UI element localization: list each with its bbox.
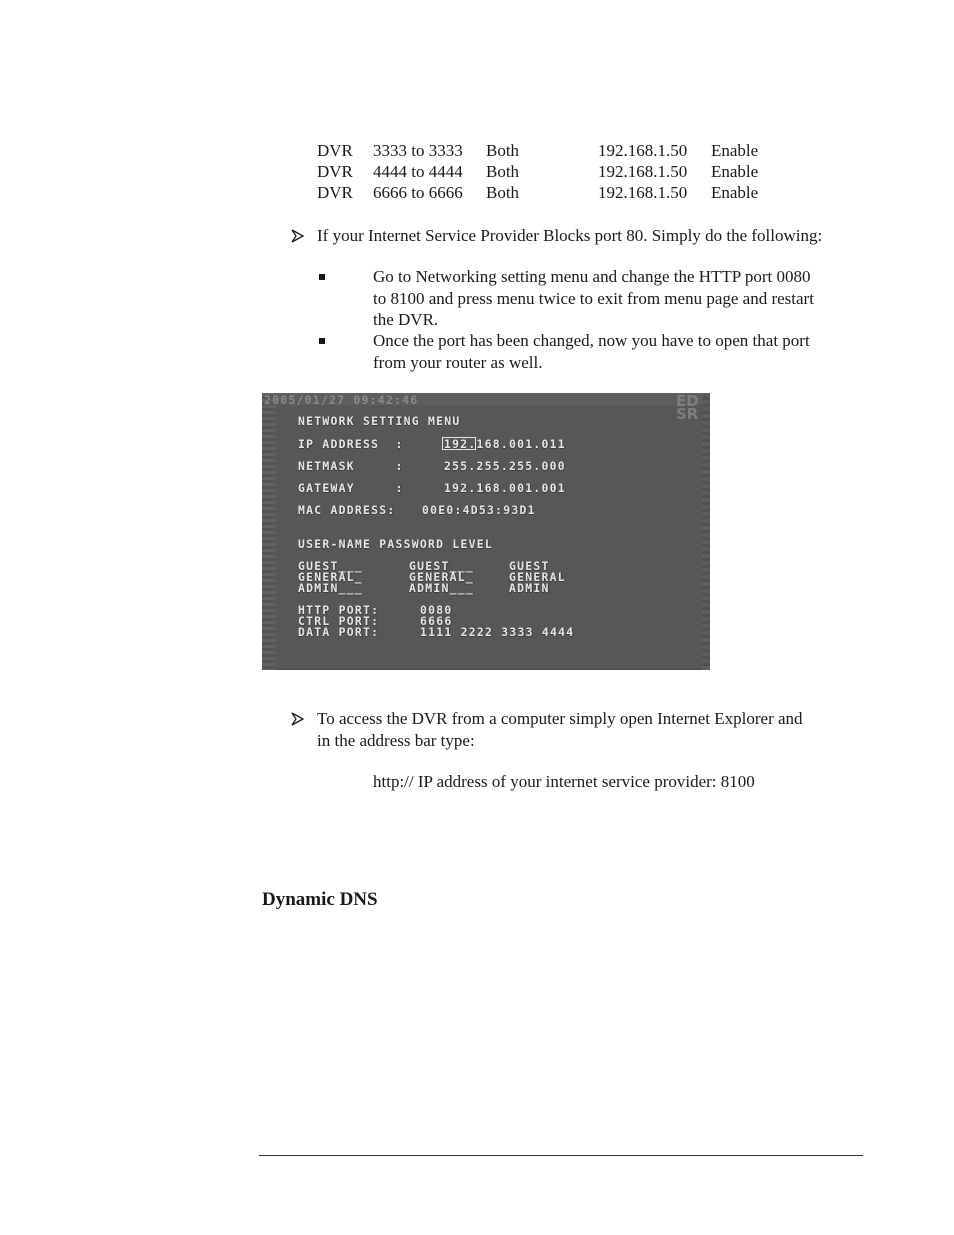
user-name: GUEST___ bbox=[298, 559, 363, 573]
data-port-label: DATA PORT: bbox=[298, 625, 380, 639]
sub-bullet-1 bbox=[373, 266, 814, 331]
port-range-cell: 4444 to 4444 bbox=[373, 162, 463, 181]
user-name: ADMIN___ bbox=[298, 581, 363, 595]
bullet-text: If your Internet Service Provider Blocks port 80. Simply do the following: bbox=[317, 226, 823, 245]
port-range-cell: 3333 to 3333 bbox=[373, 141, 463, 160]
sub-bullet-2 bbox=[373, 330, 810, 373]
logo bbox=[676, 395, 699, 421]
user-name: GENERAL_ bbox=[298, 570, 363, 584]
arrow-bullet-icon bbox=[291, 229, 305, 243]
ip-address-value: 192.168.001.011 bbox=[444, 437, 566, 451]
http-port-label: HTTP PORT: bbox=[298, 603, 380, 617]
netmask-label: NETMASK : bbox=[298, 459, 404, 473]
text-line: to 8100 and press menu twice to exit from menu page and restart bbox=[373, 288, 814, 308]
ip-cell: 192.168.1.50 bbox=[598, 141, 688, 160]
users-header: USER-NAME PASSWORD LEVEL bbox=[298, 537, 493, 551]
mac-address-value: 00E0:4D53:93D1 bbox=[422, 503, 536, 517]
logo-text: ED bbox=[676, 393, 699, 410]
ip-cell: 192.168.1.50 bbox=[598, 162, 688, 181]
ctrl-port-label: CTRL PORT: bbox=[298, 614, 380, 628]
port-range-cell: 6666 to 6666 bbox=[373, 183, 463, 202]
user-level: GUEST bbox=[509, 559, 550, 573]
user-password: GUEST___ bbox=[409, 559, 474, 573]
ip-cell: 192.168.1.50 bbox=[598, 183, 688, 202]
netmask-value: 255.255.255.000 bbox=[444, 459, 566, 473]
ctrl-port-value: 6666 bbox=[420, 614, 453, 628]
square-bullet-icon bbox=[319, 338, 325, 344]
data-port-value: 1111 2222 3333 4444 bbox=[420, 625, 575, 639]
protocol-cell: Both bbox=[486, 162, 520, 181]
protocol-cell: Both bbox=[486, 183, 520, 202]
screen-noise bbox=[702, 393, 710, 670]
text-line: in the address bar type: bbox=[317, 730, 475, 750]
text-line: To access the DVR from a computer simply open Internet Explorer and bbox=[317, 709, 803, 728]
text-line: Go to Networking setting menu and change the HTTP port 0080 bbox=[373, 267, 811, 286]
edit-cursor bbox=[442, 437, 476, 450]
network-setting-screenshot bbox=[262, 393, 710, 670]
screen-noise bbox=[262, 393, 276, 670]
http-port-value: 0080 bbox=[420, 603, 453, 617]
device-cell: DVR bbox=[317, 141, 353, 160]
status-cell: Enable bbox=[711, 162, 759, 181]
section-heading: Dynamic DNS bbox=[262, 889, 378, 910]
square-bullet-icon bbox=[319, 274, 325, 280]
user-level: ADMIN bbox=[509, 581, 550, 595]
logo-text: SR bbox=[676, 405, 699, 423]
user-level: GENERAL bbox=[509, 570, 566, 584]
url-example: http:// IP address of your internet service provider: 8100 bbox=[373, 772, 755, 791]
text-line: the DVR. bbox=[373, 310, 439, 329]
text-line: Once the port has been changed, now you have to open that port bbox=[373, 331, 810, 350]
user-password: ADMIN___ bbox=[409, 581, 474, 595]
ip-address-label: IP ADDRESS : bbox=[298, 437, 404, 451]
protocol-cell: Both bbox=[486, 141, 520, 160]
device-cell: DVR bbox=[317, 183, 353, 202]
user-password: GENERAL_ bbox=[409, 570, 474, 584]
bullet-text bbox=[317, 708, 803, 751]
text-line: from your router as well. bbox=[373, 352, 543, 372]
gateway-label: GATEWAY : bbox=[298, 481, 404, 495]
footer-divider bbox=[259, 1155, 863, 1156]
status-cell: Enable bbox=[711, 183, 759, 202]
mac-address-label: MAC ADDRESS: bbox=[298, 503, 396, 517]
timestamp: 2005/01/27 09:42:46 bbox=[264, 393, 419, 407]
device-cell: DVR bbox=[317, 162, 353, 181]
status-cell: Enable bbox=[711, 141, 759, 160]
gateway-value: 192.168.001.001 bbox=[444, 481, 566, 495]
menu-title: NETWORK SETTING MENU bbox=[298, 414, 461, 428]
arrow-bullet-icon bbox=[291, 712, 305, 726]
